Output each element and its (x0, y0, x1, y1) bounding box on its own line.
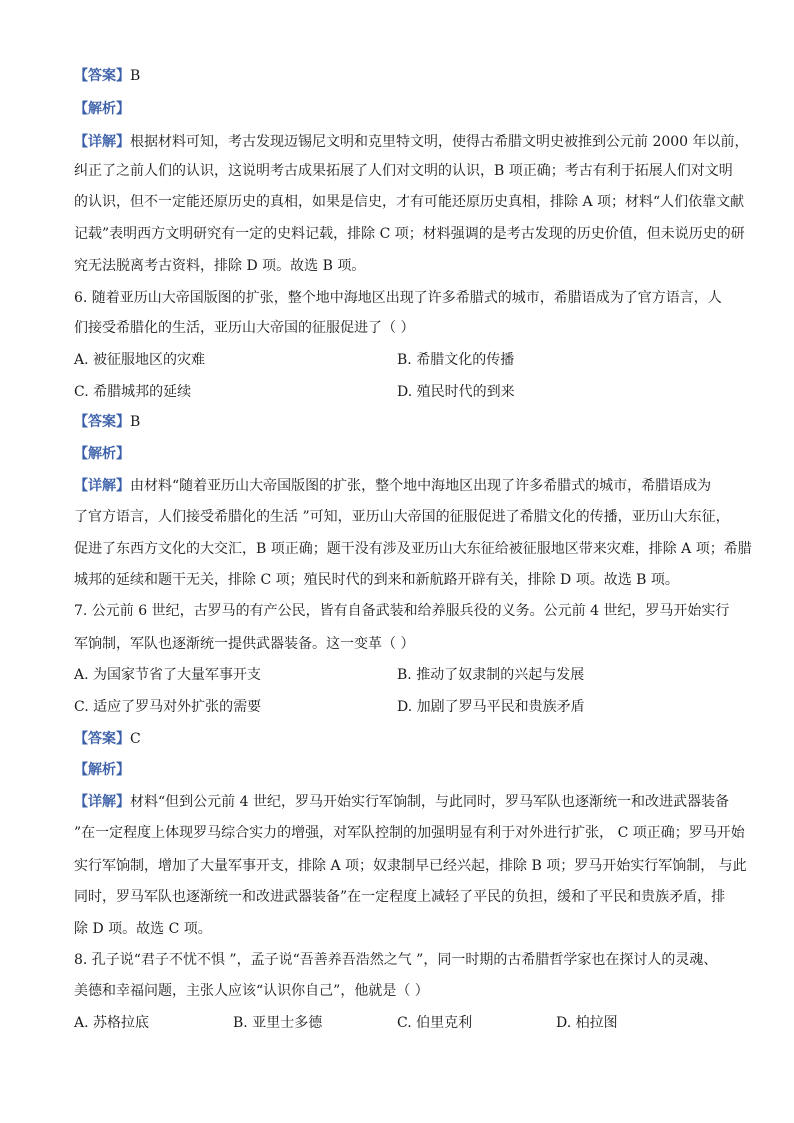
detail-text: 根据材料可知，考古发现迈锡尼文明和克里特文明，使得古希腊文明史被推到公元前 2000 年以前， (130, 134, 749, 150)
question-stem-q6: 们接受希腊化的生活，亚历山大帝国的征服促进了（ ） (74, 320, 415, 336)
question-stem-q8: 美德和幸福问题，主张人应该“认识你自己”，他就是（ ） (74, 983, 429, 999)
detail-tag: 【详解】 (74, 478, 130, 494)
detail-line: 了官方语言，人们接受希腊化的生活 ”可知，亚历山大帝国的征服促进了希腊文化的传播，亚历山大东征， (74, 509, 730, 525)
detail-line (74, 476, 711, 496)
analysis-tag: 【解析】 (74, 101, 130, 117)
analysis-tag: 【解析】 (74, 446, 130, 462)
analysis-heading-q5 (74, 99, 130, 119)
detail-line: 记载”表明西方文明研究有一定的史料记载，排除 C 项；材料强调的是考古发现的历史价值，但未说历史的研 (74, 226, 745, 242)
detail-line: 同时，罗马军队也逐渐统一和改进武器装备”在一定程度上减轻了平民的负担，缓和了平民和贵族矛盾，排 (74, 889, 726, 905)
option-b-q7: B. 推动了奴隶制的兴起与发展 (397, 667, 585, 683)
detail-line: 究无法脱离考古资料，排除 D 项。故选 B 项。 (74, 258, 366, 274)
question-stem-q8: 8. 孔子说“君子不忧不惧 ”，孟子说“吾善养吾浩然之气 ”，同一时期的古希腊哲学家也在探讨人的灵魂、 (74, 952, 718, 968)
detail-line (74, 132, 749, 152)
option-d-q6: D. 殖民时代的到来 (397, 384, 515, 400)
answer-line-q5 (74, 66, 140, 86)
detail-text: 由材料“随着亚历山大帝国版图的扩张，整个地中海地区出现了许多希腊式的城市，希腊语成为 (130, 478, 712, 494)
answer-value: B (130, 414, 141, 430)
question-stem-q6: 6. 随着亚历山大帝国版图的扩张，整个地中海地区出现了许多希腊式的城市，希腊语成为了官方语言，人 (74, 290, 722, 306)
detail-line: 的认识，但不一定能还原历史的真相，如果是信史，才有可能还原历史真相，排除 A 项；材料“人们依靠文献 (74, 194, 745, 210)
detail-tag: 【详解】 (74, 794, 130, 810)
detail-line: 实行军饷制，增加了大量军事开支，排除 A 项；奴隶制早已经兴起，排除 B 项；罗马开始实行军饷制， 与此 (74, 858, 747, 874)
option-c-q7: C. 适应了罗马对外扩张的需要 (74, 699, 262, 715)
answer-line-q7 (74, 729, 141, 749)
detail-line: 城邦的延续和题干无关，排除 C 项；殖民时代的到来和新航路开辟有关，排除 D 项。故选 B 项。 (74, 572, 679, 588)
option-a-q8: A. 苏格拉底 (74, 1015, 150, 1031)
detail-line: ”在一定程度上体现罗马综合实力的增强，对军队控制的加强明显有利于对外进行扩张， C 项正确；罗马开始 (74, 825, 745, 841)
answer-tag: 【答案】 (74, 731, 130, 747)
answer-line-q6 (74, 412, 140, 432)
question-stem-q7: 军饷制，军队也逐渐统一提供武器装备。这一变革（ ） (74, 636, 415, 652)
answer-value: B (130, 68, 141, 84)
option-d-q7: D. 加剧了罗马平民和贵族矛盾 (397, 699, 585, 715)
analysis-tag: 【解析】 (74, 762, 130, 778)
detail-tag: 【详解】 (74, 134, 130, 150)
detail-line (74, 792, 729, 812)
option-d-q8: D. 柏拉图 (556, 1015, 618, 1031)
option-a-q6: A. 被征服地区的灾难 (74, 352, 206, 368)
option-c-q6: C. 希腊城邦的延续 (74, 384, 192, 400)
option-b-q8: B. 亚里士多德 (233, 1015, 323, 1031)
option-c-q8: C. 伯里克利 (397, 1015, 473, 1031)
analysis-heading-q6 (74, 444, 130, 464)
answer-tag: 【答案】 (74, 68, 130, 84)
detail-line: 除 D 项。故选 C 项。 (74, 921, 212, 937)
option-b-q6: B. 希腊文化的传播 (397, 352, 515, 368)
answer-value: C (130, 731, 141, 747)
option-a-q7: A. 为国家节省了大量军事开支 (74, 667, 262, 683)
detail-text: 材料“但到公元前 4 世纪，罗马开始实行军饷制，与此同时，罗马军队也逐渐统一和改进武器装备 (130, 794, 729, 810)
answer-tag: 【答案】 (74, 414, 130, 430)
analysis-heading-q7 (74, 760, 130, 780)
detail-line: 纠正了之前人们的认识，这说明考古成果拓展了人们对文明的认识，B 项正确；考古有利于拓展人们对文明 (74, 163, 733, 179)
question-stem-q7: 7. 公元前 6 世纪，古罗马的有产公民，皆有自备武装和给养服兵役的义务。公元前 4 世纪，罗马开始实行 (74, 603, 730, 619)
detail-line: 促进了东西方文化的大交汇，B 项正确；题干没有涉及亚历山大东征给被征服地区带来灾难，排除 A 项；希腊 (74, 541, 752, 557)
